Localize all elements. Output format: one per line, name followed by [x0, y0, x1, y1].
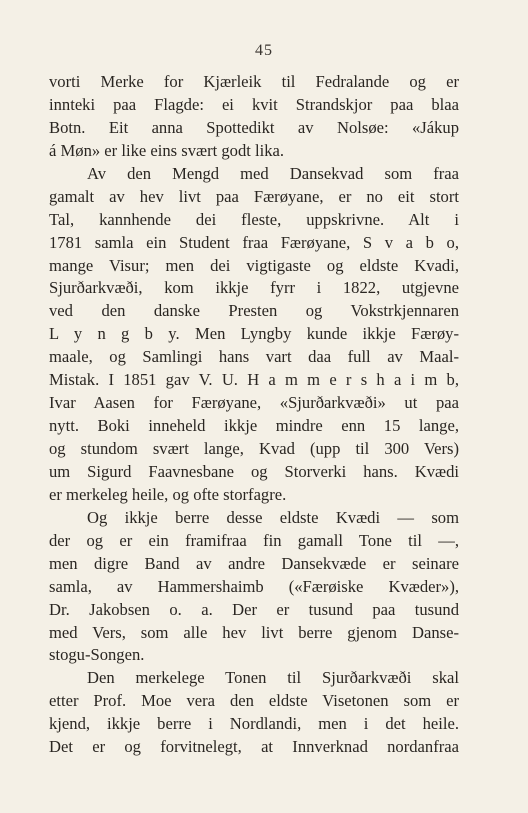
body-text — [49, 71, 459, 759]
text-line: Ivar Aasen for Færøyane, «Sjurðarkvæði» ut paa — [49, 393, 459, 413]
text-line: innteki paa Flagde: ei kvit Strandskjor paa blaa — [49, 94, 459, 114]
text-line: og stundom svært lange, Kvad (upp til 300 Vers) — [49, 439, 459, 458]
text-line: vorti Merke for Kjærleik til Fedralande og er — [49, 72, 459, 91]
text-line: der og er ein framifraa fin gamall Tone til —, — [49, 530, 459, 550]
text-line: Tal, kannhende dei fleste, uppskrivne. Alt i — [49, 209, 459, 229]
text-line: Den merkelege Tonen til Sjurðarkvæði skal — [87, 668, 459, 688]
text-line: L y n g b y. Men Lyngby kunde ikkje Færøy- — [49, 324, 459, 344]
text-line: er merkeleg heile, og ofte storfagre. — [49, 484, 287, 504]
text-line: Av den Mengd med Dansekvad som fraa — [87, 163, 459, 183]
text-line: um Sigurd Faavnesbane og Storverki hans. Kvædi — [49, 461, 459, 481]
text-line: gamalt av hev livt paa Færøyane, er no eit stort — [49, 186, 459, 206]
text-line: mange Visur; men dei vigtigaste og eldste Kvadi, — [49, 255, 459, 275]
text-line: maale, og Samlingi hans vart daa full av Maal- — [49, 347, 459, 367]
text-line: samla, av Hammershaimb («Færøiske Kvæder»), — [49, 576, 459, 596]
text-line: kjend, ikkje berre i Nordlandi, men i det heile. — [49, 714, 459, 734]
text-line: men digre Band av andre Dansekvæde er seinare — [49, 553, 459, 573]
text-line: á Møn» er like eins svært godt lika. — [49, 140, 285, 160]
text-line: ved den danske Presten og Vokstrkjennaren — [49, 301, 459, 321]
text-line: med Vers, som alle hev livt berre gjenom Danse- — [49, 622, 459, 642]
text-line: Og ikkje berre desse eldste Kvædi — som — [87, 507, 459, 527]
text-line: stogu-Songen. — [49, 645, 145, 665]
text-line: Sjurðarkvæði, kom ikkje fyrr i 1822, utgjevne — [49, 278, 459, 298]
text-line: etter Prof. Moe vera den eldste Visetonen som er — [49, 691, 459, 711]
text-line: Dr. Jakobsen o. a. Der er tusund paa tusund — [49, 599, 459, 619]
text-line: Mistak. I 1851 gav V. U. H a m m e r s h a i m b, — [49, 370, 459, 390]
page-number: 45 — [255, 42, 273, 59]
text-line: nytt. Boki inneheld ikkje mindre enn 15 lange, — [49, 416, 459, 436]
text-line: Det er og forvitnelegt, at Innverknad nordanfraa — [49, 737, 459, 757]
text-line: Botn. Eit anna Spottedikt av Nolsøe: «Jákup — [49, 117, 459, 137]
text-line: 1781 samla ein Student fraa Færøyane, S v a b o, — [49, 232, 459, 252]
